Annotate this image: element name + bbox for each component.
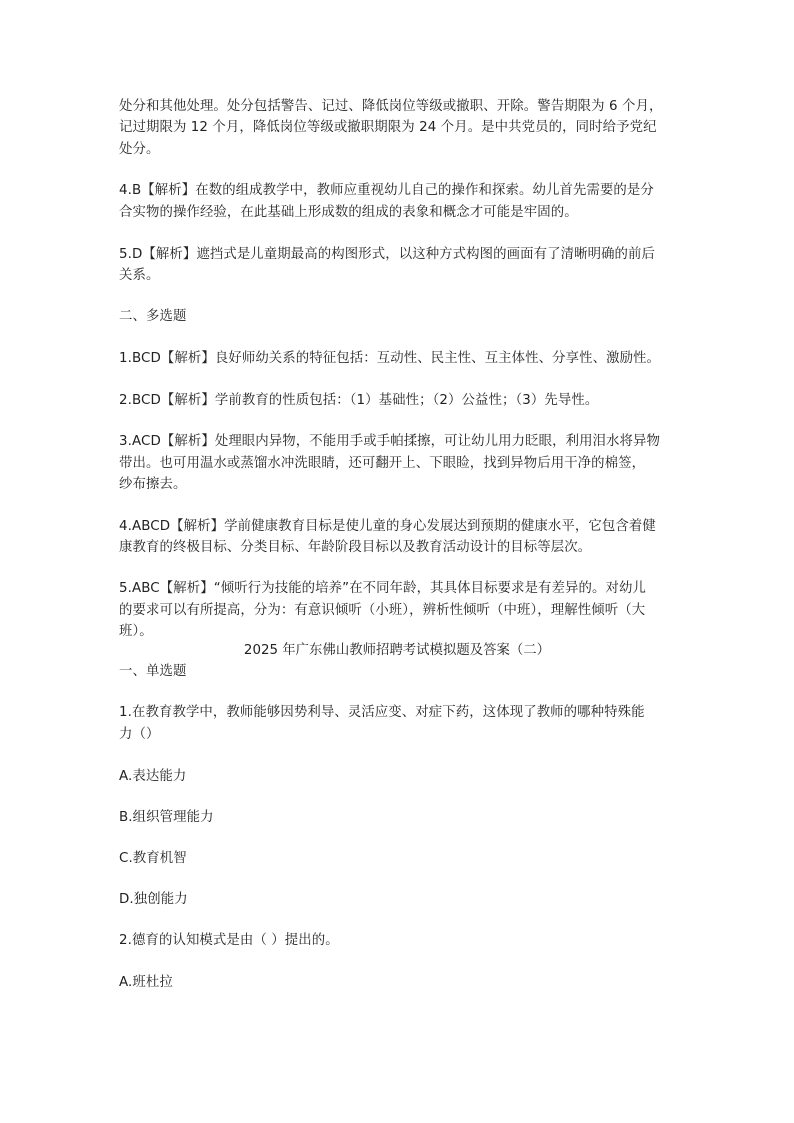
question-1-line: 1.在教育教学中，教师能够因势利导、灵活应变、对症下药，这体现了教师的哪种特殊能	[119, 705, 645, 720]
multi-answer-5-line: 5.ABC【解析】“倾听行为技能的培养”在不同年龄，其具体目标要求是有差异的。对幼儿	[119, 581, 646, 596]
multi-answer-1: 1.BCD【解析】良好师幼关系的特征包括：互动性、民主性、互主体性、分享性、激励性。	[119, 351, 661, 366]
document-title: 2025 年广东佛山教师招聘考试模拟题及答案（二）	[243, 643, 551, 658]
multi-answer-3-line: 纱布擦去。	[119, 477, 187, 492]
multi-answer-5-line: 的要求可以有所提高，分为：有意识倾听（小班），辨析性倾听（中班），理解性倾听（大	[119, 603, 646, 618]
multi-answer-4-line: 康教育的终极目标、分类目标、年龄阶段目标以及教育活动设计的目标等层次。	[119, 540, 592, 555]
multi-answer-3-line: 带出。也可用温水或蒸馏水冲洗眼睛，还可翻开上、下眼睑，找到异物后用干净的棉签，	[119, 456, 646, 471]
multi-answer-2: 2.BCD【解析】学前教育的性质包括：（1）基础性；（2）公益性；（3）先导性。	[119, 393, 599, 408]
answer-4-line: 合实物的操作经验，在此基础上形成数的组成的表象和概念才可能是牢固的。	[119, 205, 578, 220]
option-c: C.教育机智	[119, 851, 187, 866]
option-a: A.表达能力	[119, 769, 187, 784]
multi-answer-4-line: 4.ABCD【解析】学前健康教育目标是使儿童的身心发展达到预期的健康水平，它包含着健	[119, 519, 656, 534]
option-a: A.班杜拉	[119, 975, 173, 990]
answer-5-line: 关系。	[119, 268, 160, 283]
option-b: B.组织管理能力	[119, 810, 214, 825]
answer-5-line: 5.D【解析】遮挡式是儿童期最高的构图形式，以这种方式构图的画面有了清晰明确的前后	[119, 247, 656, 262]
option-d: D.独创能力	[119, 892, 188, 907]
section-heading-multi: 二、多选题	[119, 309, 187, 324]
paragraph-line: 处分。	[119, 142, 160, 157]
answer-4-line: 4.B【解析】在数的组成教学中，教师应重视幼儿自己的操作和探索。幼儿首先需要的是分	[119, 183, 654, 198]
question-1-line: 力（）	[119, 727, 160, 742]
question-2: 2.德育的认知模式是由（ ）提出的。	[119, 933, 339, 948]
paragraph-line: 处分和其他处理。处分包括警告、记过、降低岗位等级或撤职、开除。警告期限为 6 个月，	[119, 99, 663, 114]
multi-answer-5-line: 班）。	[119, 624, 153, 639]
multi-answer-3-line: 3.ACD【解析】处理眼内异物，不能用手或手帕揉擦，可让幼儿用力眨眼，利用泪水将异物	[119, 434, 661, 449]
paragraph-line: 记过期限为 12 个月，降低岗位等级或撤职期限为 24 个月。是中共党员的，同时给予党纪	[119, 120, 657, 135]
section-heading-single: 一、单选题	[119, 664, 187, 679]
